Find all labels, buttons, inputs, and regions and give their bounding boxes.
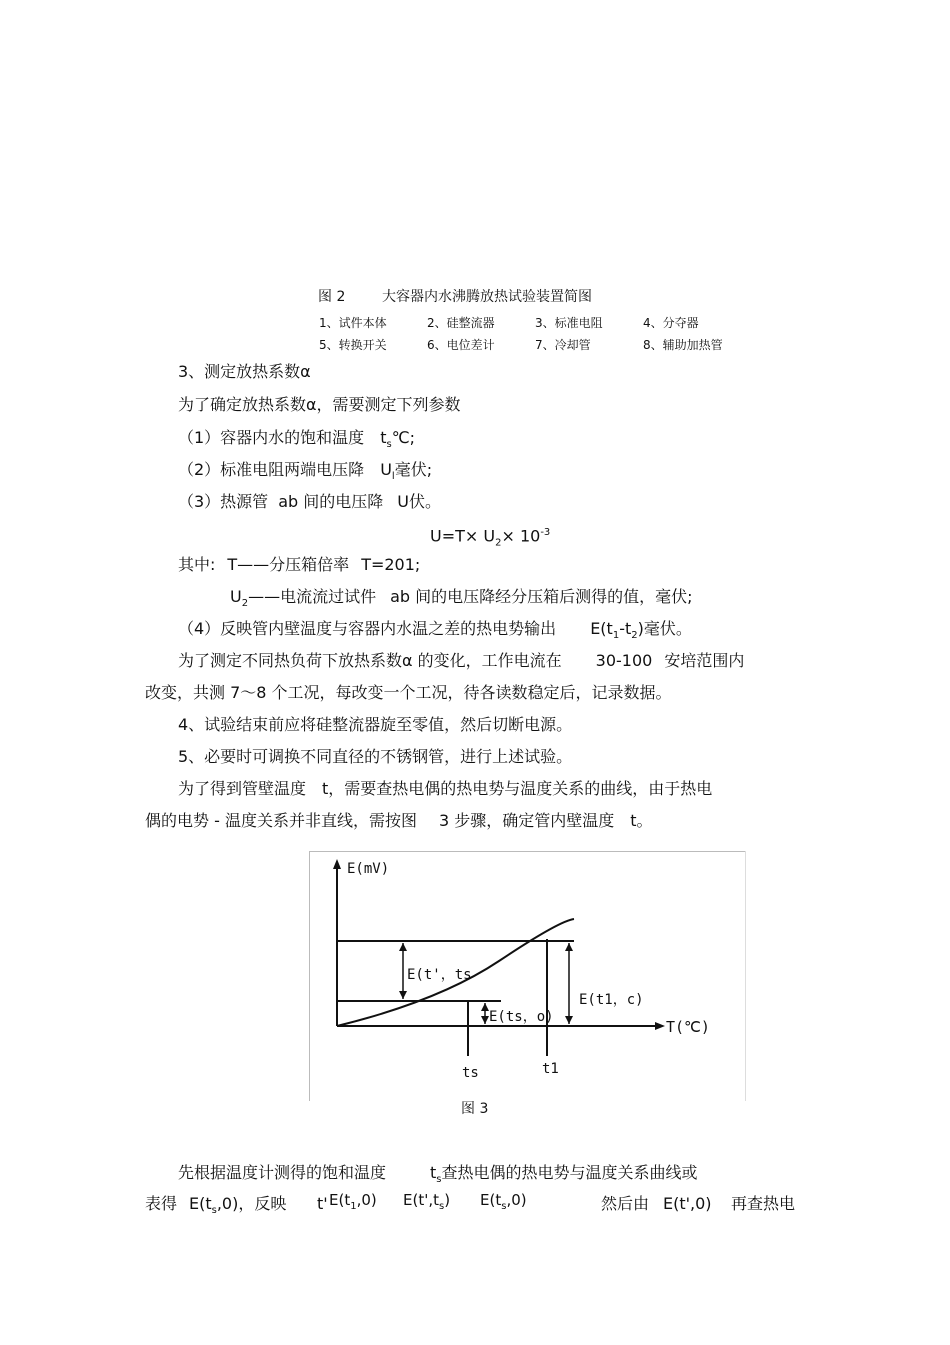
section-5-line: 5、必要时可调换不同直径的不锈钢管，进行上述试验。 (178, 747, 573, 766)
figure-frame (309, 851, 746, 1101)
paragraph-2-line-2: 偶的电势 - 温度关系并非直线，需按图 3 步骤，确定管内壁温度 t。 (145, 811, 653, 830)
label-E-t1-0: E(t1，c) (579, 992, 644, 1008)
item-2: （2）标准电阻两端电压降 $U_l$毫伏; (178, 460, 433, 483)
item-4: （4）反映管内壁温度与容器内水温之差的热电势输出 $E(t_1-t_2)$毫伏。 (178, 619, 692, 642)
paragraph-1-line-1: 为了测定不同热负荷下放热系数α 的变化，工作电流在 30-100 安培范围内 (178, 651, 745, 670)
item-3: （3）热源管 ab 间的电压降 U伏。 (178, 492, 441, 511)
legend-item: 6、电位差计 (427, 338, 495, 352)
voltage-formula: $U=T\times U_2\times 10^{-3}$ (430, 526, 551, 549)
paragraph-3-line-2: 表得 $E(t_s,0)$，反映 t' $E(t_1,0)$ $E(t',t_s)$ $E(t_s,0)$ 然后由 E(t',0) 再查热电 (145, 1191, 796, 1217)
legend-item: 3、标准电阻 (535, 316, 603, 330)
fig2-caption-title: 大容器内水沸腾放热试验装置简图 (382, 289, 592, 305)
legend-item: 7、冷却管 (535, 338, 591, 352)
label-E-t-prime-ts: E(t'，ts (407, 967, 472, 983)
section-4-line: 4、试验结束前应将硅整流器旋至零值，然后切断电源。 (178, 715, 573, 734)
legend-item: 4、分夺器 (643, 316, 699, 330)
where-T-line: 其中: T——分压箱倍率 T=201; (178, 555, 421, 574)
label-E-ts-0: E(ts，o) (489, 1009, 554, 1025)
legend-item: 1、试件本体 (319, 316, 387, 330)
section-3-heading: 3、测定放热系数α (178, 362, 311, 381)
y-axis-label: E(mV) (347, 861, 390, 877)
where-U2-line: $U_2——$电流流过试件 ab 间的电压降经分压箱后测得的值，毫伏; (230, 587, 693, 610)
legend-item: 8、辅助加热管 (643, 338, 723, 352)
legend-item: 5、转换开关 (319, 338, 387, 352)
x-axis-label: T(℃) (666, 1018, 710, 1036)
tick-t1: t1 (542, 1061, 559, 1077)
fig2-caption-number: 图 2 (318, 289, 346, 305)
item-1: （1）容器内水的饱和温度 $t_s℃$; (178, 428, 416, 451)
figure-3 (309, 851, 746, 1101)
fig3-caption: 图 3 (461, 1101, 489, 1117)
paragraph-3-line-1: 先根据温度计测得的饱和温度 $t_s$查热电偶的热电势与温度关系曲线或 (178, 1163, 698, 1186)
paragraph-2-line-1: 为了得到管壁温度 t，需要查热电偶的热电势与温度关系的曲线，由于热电 (178, 779, 713, 798)
paragraph-1-line-2: 改变，共测 7～8 个工况，每改变一个工况，待各读数稳定后，记录数据。 (145, 683, 672, 702)
tick-ts: ts (462, 1065, 479, 1081)
legend-item: 2、硅整流器 (427, 316, 495, 330)
intro-line: 为了确定放热系数α，需要测定下列参数 (178, 395, 461, 414)
thermocouple-curve-diagram (309, 851, 746, 1101)
